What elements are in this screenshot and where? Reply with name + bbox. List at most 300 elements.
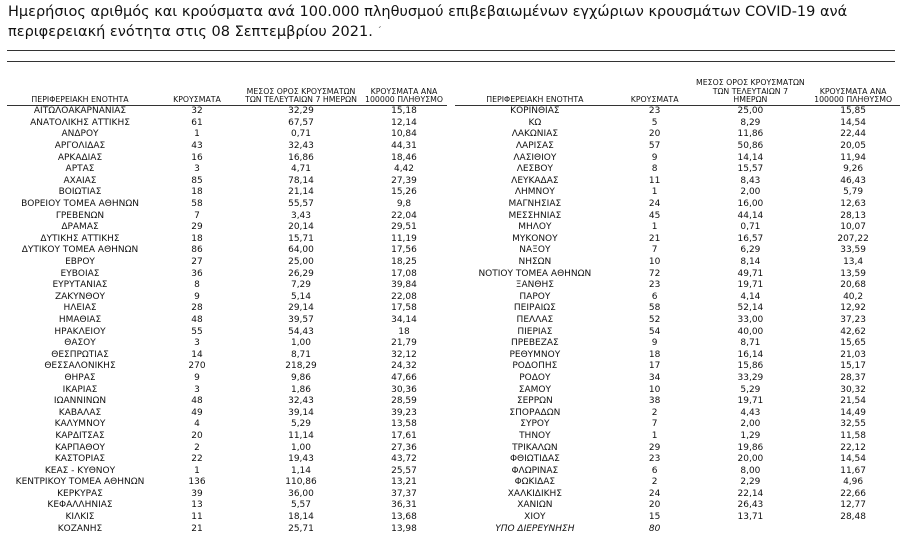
cell-unit: ΗΡΑΚΛΕΙΟΥ: [54, 326, 106, 337]
table-row: [455, 210, 900, 222]
col-header-per100k: [806, 71, 900, 106]
table-row: [7, 129, 447, 141]
cell-cases: 8: [194, 280, 200, 291]
cell-per100k: 27,36: [391, 442, 417, 453]
cell-unit: ΠΑΡΟΥ: [455, 292, 615, 304]
cell-unit: ΜΗΛΟΥ: [455, 222, 615, 234]
cell-cases: 58: [648, 303, 661, 314]
cell-cases: 7: [651, 419, 658, 430]
cell-cases: 23: [615, 106, 695, 118]
table-row: [455, 245, 900, 257]
cell-per100k: 13,4: [843, 257, 864, 268]
cell-cases: 20: [615, 500, 695, 512]
cell-cases: 8: [651, 164, 658, 175]
cell-unit: ΛΗΜΝΟΥ: [514, 187, 555, 198]
cell-per100k: 14,54: [840, 117, 866, 128]
table-row: [7, 152, 447, 164]
cell-avg7: 5,29: [290, 419, 312, 430]
cell-cases: 43: [191, 141, 203, 152]
cell-per100k: 14,49: [806, 407, 900, 419]
table-row: [455, 523, 900, 535]
table-row: [7, 164, 447, 176]
cell-avg7: 7,29: [290, 280, 312, 291]
cell-unit: ΛΑΡΙΣΑΣ: [515, 141, 554, 152]
cell-cases: 80: [615, 523, 695, 535]
divider-top: [7, 50, 895, 51]
cell-per100k: 13,59: [806, 268, 900, 280]
cell-avg7: 3,43: [290, 210, 312, 221]
cell-per100k: 12,63: [806, 199, 900, 211]
cell-avg7: 1,29: [695, 431, 807, 443]
cell-unit: ΘΑΣΟΥ: [7, 338, 153, 350]
cell-unit: ΗΜΑΘΙΑΣ: [7, 315, 153, 327]
cell-cases: 48: [153, 315, 241, 327]
table-row: [7, 303, 447, 315]
table-row: [455, 292, 900, 304]
cell-per100k: 21,54: [840, 396, 866, 407]
cell-per100k: 11,67: [840, 465, 866, 476]
cell-unit: ΚΑΡΠΑΘΟΥ: [54, 442, 106, 453]
cell-cases: 17: [615, 361, 695, 373]
cell-avg7: 19,43: [241, 454, 361, 466]
table-row: [7, 106, 447, 118]
cell-unit: ΑΝΔΡΟΥ: [7, 129, 153, 141]
cell-cases: 136: [153, 477, 241, 489]
table-row: [455, 489, 900, 501]
cell-avg7: 2,00: [740, 419, 761, 430]
cell-per100k: 39,23: [361, 407, 447, 419]
cell-unit: ΜΕΣΣΗΝΙΑΣ: [508, 210, 562, 221]
table-row: [455, 384, 900, 396]
cell-cases: 11: [615, 176, 695, 188]
table-row: [455, 141, 900, 153]
cell-cases: 54: [648, 326, 661, 337]
cell-unit: ΒΟΡΕΙΟΥ ΤΟΜΕΑ ΑΘΗΝΩΝ: [7, 199, 153, 211]
cell-per100k: 33,59: [806, 245, 900, 257]
cell-per100k: 37,23: [806, 315, 900, 327]
cell-avg7: 16,14: [737, 349, 764, 360]
cell-per100k: 15,17: [806, 361, 900, 373]
cell-avg7: 1,86: [241, 384, 361, 396]
table-row: [455, 373, 900, 385]
table-row: [7, 361, 447, 373]
cell-avg7: 67,57: [288, 117, 314, 128]
cell-cases: 14: [191, 349, 203, 360]
cell-per100k: 17,08: [361, 268, 447, 280]
cell-unit: ΤΗΝΟΥ: [455, 431, 615, 443]
cell-unit: ΣΕΡΡΩΝ: [516, 396, 553, 407]
table-row: [455, 280, 900, 292]
cell-cases: 1: [615, 431, 695, 443]
cell-cases: 1: [153, 129, 241, 141]
cell-per100k: 9,8: [361, 199, 447, 211]
cell-cases: 18: [191, 233, 203, 244]
cell-per100k: 32,12: [391, 349, 417, 360]
cell-unit: ΔΥΤΙΚΟΥ ΤΟΜΕΑ ΑΘΗΝΩΝ: [7, 245, 153, 257]
cell-avg7: 1,00: [241, 338, 361, 350]
cell-avg7: 110,86: [241, 477, 361, 489]
cell-cases: 21: [648, 233, 661, 244]
cell-cases: 10: [615, 384, 695, 396]
cell-avg7: 64,00: [241, 245, 361, 257]
cell-unit: ΘΗΡΑΣ: [64, 372, 96, 383]
cell-unit: ΤΡΙΚΑΛΩΝ: [512, 442, 558, 453]
cell-per100k: 15,18: [361, 106, 447, 118]
cell-unit: ΠΡΕΒΕΖΑΣ: [455, 338, 615, 350]
table-row: [455, 500, 900, 512]
col-header-avg7-text: ΜΕΣΟΣ ΟΡΟΣ ΚΡΟΥΣΜΑΤΩΝ ΤΩΝ ΤΕΛΕΥΤΑΙΩΝ 7 ΗΜΕΡΩΝ: [696, 78, 805, 105]
cell-unit: ΚΕΑΣ - ΚΥΘΝΟΥ: [44, 465, 116, 476]
cell-avg7: 8,71: [695, 338, 807, 350]
cell-per100k: 22,66: [840, 488, 866, 499]
cell-per100k: 37,37: [391, 488, 417, 499]
cell-unit: ΣΠΟΡΑΔΩΝ: [455, 407, 615, 419]
cell-avg7: 22,14: [737, 488, 764, 499]
table-row: [455, 338, 900, 350]
table-row: [455, 315, 900, 327]
table-row: [7, 315, 447, 327]
cell-per100k: 13,21: [361, 477, 447, 489]
cell-unit: ΚΑΒΑΛΑΣ: [7, 407, 153, 419]
table-row: [7, 187, 447, 199]
cell-per100k: 30,36: [361, 384, 447, 396]
cell-per100k: 30,32: [806, 384, 900, 396]
cell-per100k: 44,31: [391, 141, 417, 152]
cell-cases: 72: [615, 268, 695, 280]
table-row: [7, 384, 447, 396]
cell-unit: ΗΛΕΙΑΣ: [63, 303, 97, 314]
cell-per100k: 18: [398, 326, 410, 337]
cell-unit: ΚΑΡΔΙΤΣΑΣ: [7, 431, 153, 443]
cell-cases: 29: [153, 222, 241, 234]
cell-avg7: 20,00: [695, 454, 807, 466]
cell-per100k: 17,58: [391, 303, 417, 314]
cell-avg7: 6,29: [695, 245, 807, 257]
cell-cases: 10: [648, 257, 661, 268]
table-row: [455, 512, 900, 524]
cell-per100k: 12,92: [840, 303, 866, 314]
cell-avg7: 2,00: [740, 187, 761, 198]
cell-avg7: 11,14: [241, 431, 361, 443]
cell-cases: 34: [648, 372, 661, 383]
cell-per100k: 10,84: [361, 129, 447, 141]
cell-unit: ΚΩ: [528, 117, 542, 128]
cell-cases: 9: [194, 372, 200, 383]
cell-per100k: 21,03: [840, 349, 866, 360]
cell-cases: 2: [615, 407, 695, 419]
cell-avg7: 29,14: [288, 303, 314, 314]
cell-cases: 6: [615, 292, 695, 304]
cell-cases: 7: [194, 210, 200, 221]
cell-per100k: 21,79: [361, 338, 447, 350]
cell-per100k: 13,98: [361, 523, 447, 535]
cell-unit: ΚΕΦΑΛΛΗΝΙΑΣ: [7, 500, 153, 512]
cell-avg7: 16,86: [241, 152, 361, 164]
cell-per100k: 12,14: [391, 117, 417, 128]
cell-avg7: 40,00: [737, 326, 764, 337]
cell-unit: ΚΑΛΥΜΝΟΥ: [54, 419, 106, 430]
cell-per100k: 17,61: [361, 431, 447, 443]
page-title-text: Ημερήσιος αριθμός και κρούσματα ανά 100.000 πληθυσμού επιβεβαιωμένων εγχώριων κρουσμάτων COVID-19 ανά περιφερειακή ενότητα στις 08 Σεπτεμβρίου 2021.: [8, 4, 848, 40]
table-row: [7, 268, 447, 280]
cell-avg7: 54,43: [288, 326, 314, 337]
col-header-per100k: [361, 71, 447, 106]
cell-cases: 48: [191, 396, 203, 407]
page-title: [8, 2, 888, 42]
col-header-unit: ΠΕΡΙΦΕΡΕΙΑΚΗ ΕΝΟΤΗΤΑ: [7, 71, 153, 106]
table-row: [455, 477, 900, 489]
cell-avg7: 1,14: [290, 465, 312, 476]
table-row: [7, 465, 447, 477]
cell-unit: ΙΩΑΝΝΙΝΩΝ: [53, 396, 107, 407]
cell-unit: ΣΥΡΟΥ: [520, 419, 550, 430]
table-row: [7, 210, 447, 222]
cell-cases: 1: [651, 187, 658, 198]
table-row: [455, 164, 900, 176]
right-header-row: [455, 71, 900, 106]
cell-unit: ΚΑΣΤΟΡΙΑΣ: [7, 454, 153, 466]
cell-cases: 270: [153, 361, 241, 373]
cell-unit: ΛΕΣΒΟΥ: [516, 164, 554, 175]
cell-per100k: 28,48: [840, 512, 866, 523]
cell-per100k: 43,72: [361, 454, 447, 466]
title-mark: ´: [376, 26, 382, 37]
table-row: [455, 454, 900, 466]
cell-per100k: 13,58: [391, 419, 417, 430]
table-row: [7, 419, 447, 431]
cell-unit: ΡΕΘΥΜΝΟΥ: [509, 349, 561, 360]
cell-unit: ΓΡΕΒΕΝΩΝ: [55, 210, 105, 221]
cell-avg7: 11,86: [695, 129, 807, 141]
cell-unit: ΚΙΛΚΙΣ: [65, 512, 95, 523]
cell-avg7: 8,43: [695, 176, 807, 188]
cell-avg7: 16,00: [695, 199, 807, 211]
cell-cases: 55: [191, 326, 203, 337]
cell-cases: 3: [194, 164, 200, 175]
cell-cases: 4: [194, 419, 200, 430]
cell-avg7: 0,71: [241, 129, 361, 141]
cell-avg7: 32,43: [288, 141, 314, 152]
cell-per100k: 22,08: [361, 292, 447, 304]
table-row: [7, 442, 447, 454]
table-row: [7, 500, 447, 512]
cell-unit: ΦΩΚΙΔΑΣ: [455, 477, 615, 489]
table-row: [455, 268, 900, 280]
table-row: [455, 349, 900, 361]
cell-unit: ΦΘΙΩΤΙΔΑΣ: [455, 454, 615, 466]
cell-avg7: 39,14: [241, 407, 361, 419]
cell-cases: 15: [648, 512, 661, 523]
cell-per100k: 34,14: [361, 315, 447, 327]
cell-avg7: 52,14: [737, 303, 764, 314]
cell-avg7: 1,00: [290, 442, 312, 453]
cell-unit: ΞΑΝΘΗΣ: [515, 280, 554, 291]
cell-per100k: 27,39: [361, 176, 447, 188]
cell-cases: 28: [191, 303, 203, 314]
cell-unit: ΑΡΚΑΔΙΑΣ: [7, 152, 153, 164]
cell-unit: ΖΑΚΥΝΘΟΥ: [7, 292, 153, 304]
divider-bottom: [7, 61, 895, 62]
col-header-avg7-text: ΜΕΣΟΣ ΟΡΟΣ ΚΡΟΥΣΜΑΤΩΝ ΤΩΝ ΤΕΛΕΥΤΑΙΩΝ 7 ΗΜΕΡΩΝ: [245, 86, 357, 105]
cell-unit: ΝΟΤΙΟΥ ΤΟΜΕΑ ΑΘΗΝΩΝ: [455, 268, 615, 280]
table-row: [455, 419, 900, 431]
cell-per100k: 17,56: [361, 245, 447, 257]
cell-avg7: 16,57: [737, 233, 764, 244]
cell-unit: ΕΥΡΥΤΑΝΙΑΣ: [52, 280, 108, 291]
cell-avg7: 218,29: [241, 361, 361, 373]
cell-per100k: 46,43: [806, 176, 900, 188]
cell-unit: ΑΡΤΑΣ: [65, 164, 95, 175]
cell-per100k: 5,79: [843, 187, 864, 198]
table-row: [7, 280, 447, 292]
cell-avg7: 36,00: [288, 488, 314, 499]
table-row: [455, 129, 900, 141]
cell-unit: ΚΕΝΤΡΙΚΟΥ ΤΟΜΕΑ ΑΘΗΝΩΝ: [7, 477, 153, 489]
cell-cases: 1: [615, 222, 695, 234]
cell-avg7: 8,71: [290, 349, 312, 360]
cell-cases: 24: [615, 199, 695, 211]
table-row: [7, 199, 447, 211]
cell-per100k: 28,13: [840, 210, 866, 221]
cell-per100k: 29,51: [361, 222, 447, 234]
cell-avg7: 4,14: [695, 292, 807, 304]
cell-per100k: 18,46: [361, 152, 447, 164]
cell-per100k: 28,37: [840, 372, 866, 383]
cell-per100k: 20,05: [840, 141, 866, 152]
cell-cases: 9: [615, 152, 695, 164]
cell-cases: 32: [153, 106, 241, 118]
cell-avg7: 4,43: [695, 407, 807, 419]
cell-avg7: 2,29: [695, 477, 807, 489]
cell-unit: ΝΗΣΩΝ: [518, 257, 552, 268]
cell-avg7: 25,00: [288, 257, 314, 268]
cell-unit: ΧΙΟΥ: [524, 512, 546, 523]
cell-per100k: 20,68: [840, 280, 866, 291]
table-row: [7, 523, 447, 535]
table-row: [7, 338, 447, 350]
cell-unit: ΡΟΔΟΠΗΣ: [455, 361, 615, 373]
cell-avg7: 15,71: [288, 233, 314, 244]
cell-unit: ΔΡΑΜΑΣ: [7, 222, 153, 234]
table-row: [7, 326, 447, 338]
cell-unit: ΜΥΚΟΝΟΥ: [512, 233, 558, 244]
cell-avg7: 49,71: [695, 268, 807, 280]
cell-avg7: 78,14: [241, 176, 361, 188]
cell-avg7: 26,43: [695, 500, 807, 512]
cell-cases: 3: [153, 338, 241, 350]
cell-unit: ΦΛΩΡΙΝΑΣ: [511, 465, 559, 476]
col-header-cases: ΚΡΟΥΣΜΑΤΑ: [153, 71, 241, 106]
cell-avg7: 14,14: [695, 152, 807, 164]
cell-unit: ΥΠΟ ΔΙΕΡΕΥΝΗΣΗ: [455, 523, 615, 535]
right-table: [455, 71, 900, 535]
table-row: [455, 407, 900, 419]
cell-avg7: 19,71: [737, 396, 764, 407]
cell-per100k: 12,77: [806, 500, 900, 512]
table-row: [455, 442, 900, 454]
table-row: [7, 349, 447, 361]
cell-unit: ΚΟΡΙΝΘΙΑΣ: [455, 106, 615, 118]
cell-unit: ΑΡΓΟΛΙΔΑΣ: [54, 141, 106, 152]
cell-unit: ΙΚΑΡΙΑΣ: [7, 384, 153, 396]
left-header-row: [7, 71, 447, 106]
cell-avg7: 25,00: [695, 106, 807, 118]
cell-per100k: 25,57: [391, 465, 417, 476]
table-row: [7, 454, 447, 466]
cell-unit: ΜΑΓΝΗΣΙΑΣ: [455, 199, 615, 211]
cell-per100k: [806, 523, 900, 535]
cell-avg7: 32,43: [288, 396, 314, 407]
cell-avg7: 8,29: [740, 117, 761, 128]
cell-cases: 21: [153, 523, 241, 535]
cell-per100k: 9,26: [843, 164, 864, 175]
cell-avg7: 15,86: [695, 361, 807, 373]
cell-cases: 16: [153, 152, 241, 164]
col-header-per100k-text: ΚΡΟΥΣΜΑΤΑ ΑΝΑ 100000 ΠΛΗΘΥΣΜΟ: [814, 86, 893, 105]
cell-per100k: 207,22: [837, 233, 869, 244]
table-row: [7, 257, 447, 269]
cell-unit: ΧΑΝΙΩΝ: [455, 500, 615, 512]
cell-avg7: 8,14: [740, 257, 761, 268]
cell-unit: ΠΕΙΡΑΙΩΣ: [513, 303, 556, 314]
cell-avg7: 39,57: [241, 315, 361, 327]
cell-cases: 57: [648, 141, 661, 152]
table-row: [455, 326, 900, 338]
table-row: [455, 431, 900, 443]
cell-avg7: 9,86: [290, 372, 312, 383]
cell-unit: ΑΧΑΪΑΣ: [7, 176, 153, 188]
cell-cases: 23: [648, 280, 661, 291]
cell-unit: ΘΕΣΣΑΛΟΝΙΚΗΣ: [7, 361, 153, 373]
cell-avg7: 5,14: [241, 292, 361, 304]
cell-avg7: 32,29: [241, 106, 361, 118]
cell-unit: ΧΑΛΚΙΔΙΚΗΣ: [507, 488, 562, 499]
table-row: [7, 477, 447, 489]
cell-cases: 5: [651, 117, 658, 128]
table-row: [455, 396, 900, 408]
cell-unit: ΔΥΤΙΚΗΣ ΑΤΤΙΚΗΣ: [40, 233, 120, 244]
table-row: [455, 199, 900, 211]
col-header-avg7: [695, 71, 807, 106]
cell-per100k: 11,19: [391, 233, 417, 244]
cell-per100k: 32,55: [840, 419, 866, 430]
cell-per100k: 42,62: [840, 326, 866, 337]
table-row: [455, 176, 900, 188]
cell-cases: 23: [615, 454, 695, 466]
table-row: [455, 118, 900, 130]
col-header-per100k-text: ΚΡΟΥΣΜΑΤΑ ΑΝΑ 100000 ΠΛΗΘΥΣΜΟ: [365, 86, 443, 105]
cell-per100k: 10,07: [806, 222, 900, 234]
cell-unit: ΛΑΚΩΝΙΑΣ: [455, 129, 615, 141]
table-row: [7, 407, 447, 419]
cell-avg7: 0,71: [695, 222, 807, 234]
table-row: [7, 373, 447, 385]
col-header-avg7: [241, 71, 361, 106]
table-row: [7, 245, 447, 257]
cell-per100k: 15,65: [806, 338, 900, 350]
cell-avg7: 5,57: [241, 500, 361, 512]
cell-cases: 11: [191, 512, 203, 523]
cell-cases: 27: [191, 257, 203, 268]
cell-unit: ΘΕΣΠΡΩΤΙΑΣ: [51, 349, 109, 360]
cell-cases: 45: [648, 210, 661, 221]
table-row: [7, 489, 447, 501]
cell-unit: ΕΒΡΟΥ: [65, 257, 95, 268]
cell-per100k: 36,31: [361, 500, 447, 512]
cell-per100k: 40,2: [806, 292, 900, 304]
cell-per100k: 11,58: [806, 431, 900, 443]
cell-per100k: 39,84: [391, 280, 417, 291]
